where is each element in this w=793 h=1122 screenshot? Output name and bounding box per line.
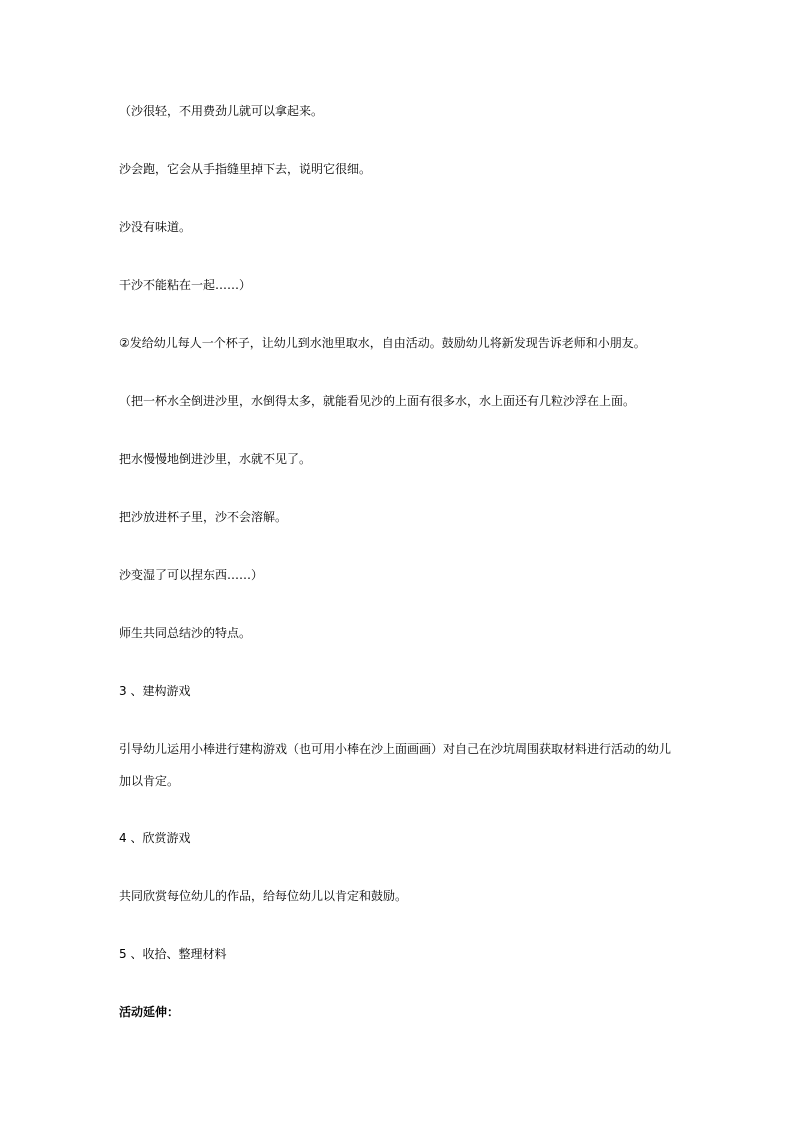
paragraph-wet-sand: 沙变湿了可以捏东西……） <box>119 568 264 582</box>
paragraph-sand-no-taste: 沙没有味道。 <box>119 220 192 234</box>
paragraph-appreciation: 共同欣赏每位幼儿的作品，给每位幼儿以肯定和鼓励。 <box>119 889 408 903</box>
heading-cleanup: 5 、收拾、整理材料 <box>119 947 227 961</box>
paragraph-sand-runs: 沙会跑，它会从手指缝里掉下去，说明它很细。 <box>119 162 372 176</box>
paragraph-sand-light: （沙很轻，不用费劲儿就可以拿起来。 <box>119 104 324 118</box>
paragraph-sand-not-dissolve: 把沙放进杯子里，沙不会溶解。 <box>119 510 288 524</box>
heading-appreciation-game: 4 、欣赏游戏 <box>119 831 191 845</box>
paragraph-construction-guide: 引导幼儿运用小棒进行建构游戏（也可用小棒在沙上面画画）对自己在沙坑周围获取材料进行活动的幼儿 <box>119 742 672 756</box>
heading-activity-extension: 活动延伸： <box>119 1005 180 1019</box>
paragraph-cups-activity: ②发给幼儿每人一个杯子，让幼儿到水池里取水，自由活动。鼓励幼儿将新发现告诉老师和小朋友。 <box>119 336 646 350</box>
paragraph-construction-guide-cont: 加以肯定。 <box>119 774 180 788</box>
paragraph-dry-sand: 干沙不能粘在一起……） <box>119 278 252 292</box>
paragraph-pour-water: （把一杯水全倒进沙里，水倒得太多，就能看见沙的上面有很多水，水上面还有几粒沙浮在上面。 <box>119 394 636 408</box>
paragraph-summary: 师生共同总结沙的特点。 <box>119 626 252 640</box>
heading-construction-game: 3 、建构游戏 <box>119 684 191 698</box>
paragraph-water-disappears: 把水慢慢地倒进沙里，水就不见了。 <box>119 452 312 466</box>
